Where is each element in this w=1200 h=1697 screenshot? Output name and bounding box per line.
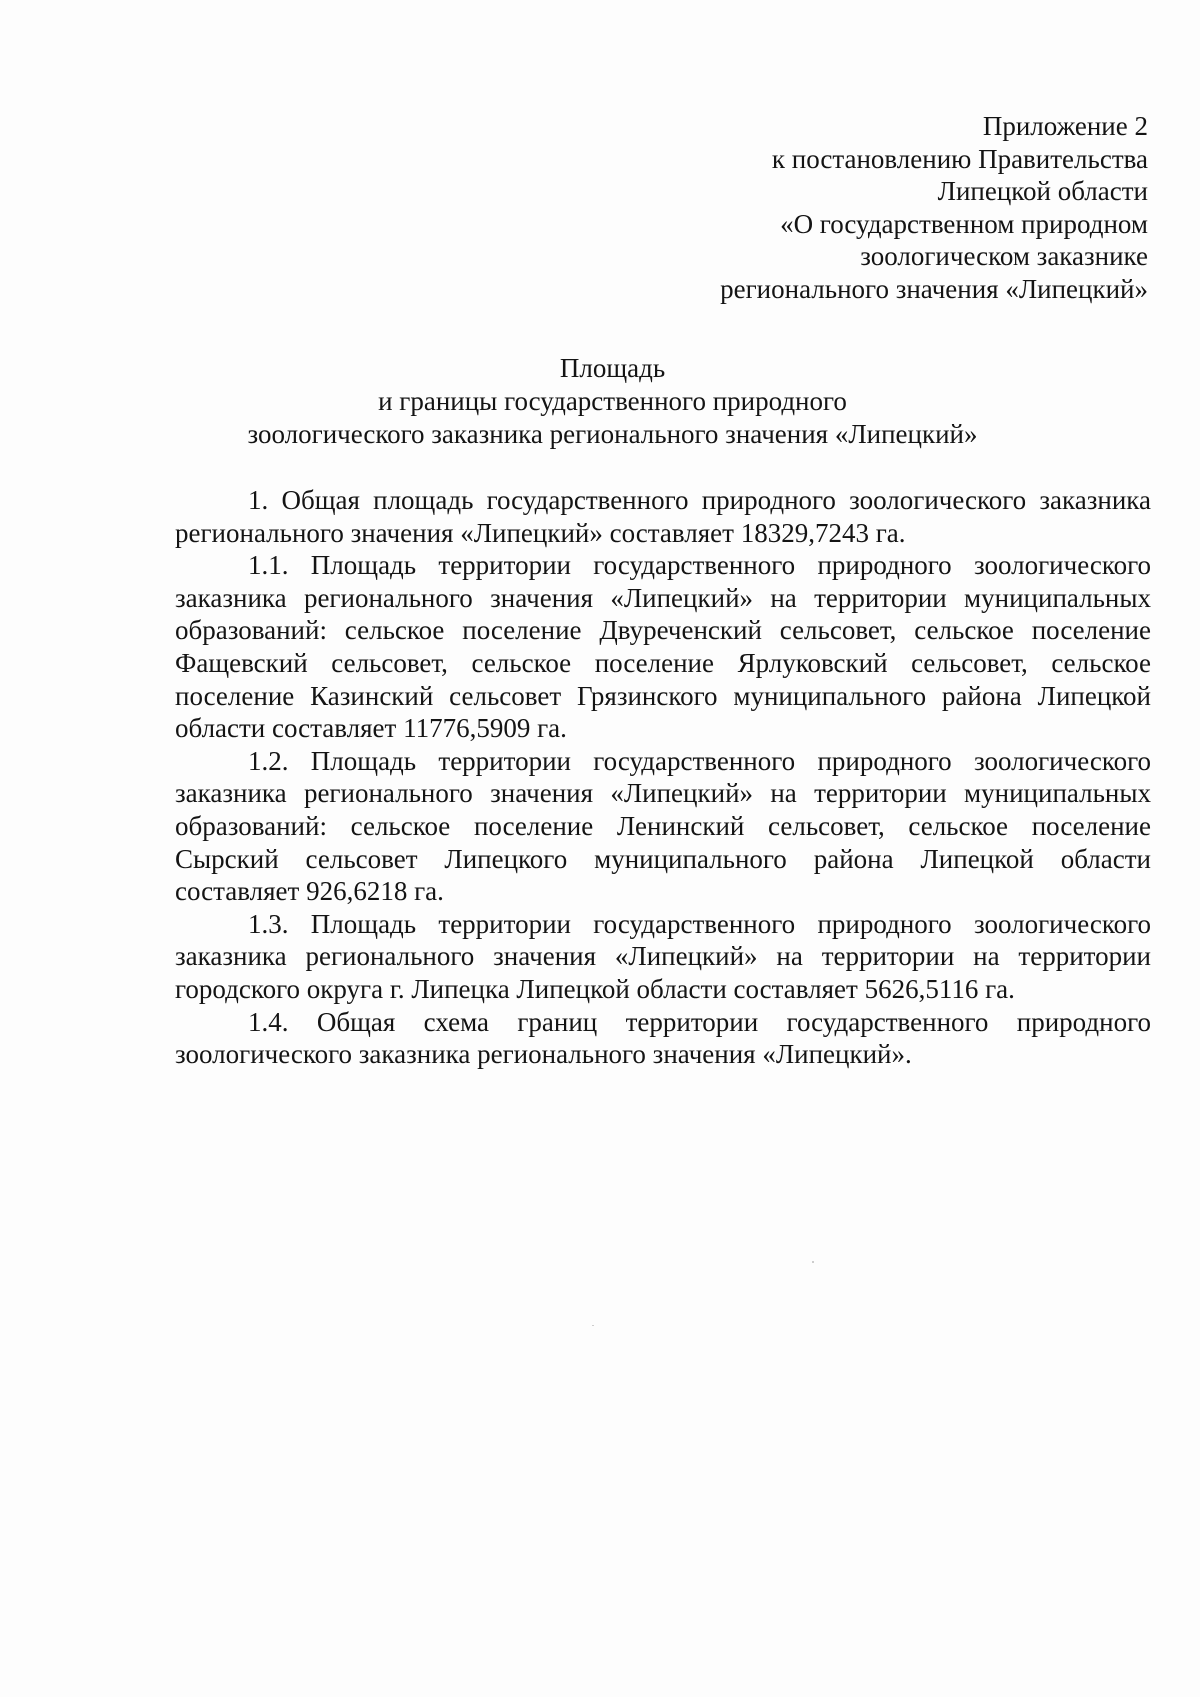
paragraph-1: 1. Общая площадь государственного природного зоологического заказника регионального значения «Липецкий» составляет 18329,7243 га. <box>175 485 1151 548</box>
paragraph-1-2: 1.2. Площадь территории государственного природного зоологического заказника регионального значения «Липецкий» на территории муниципальных образований: сельское поселение Ленинский сельсовет, сельское поселение Сырский сельсовет Липецкого муниципального района Липецкой области составляет 926,6218 га. <box>175 745 1151 907</box>
document-body <box>175 484 1151 1071</box>
appendix-line: Приложение 2 <box>982 111 1148 141</box>
appendix-header <box>720 110 1148 305</box>
appendix-line: к постановлению Правительства <box>771 143 1148 174</box>
document-title <box>175 352 1050 451</box>
paragraph-1-1: 1.1. Площадь территории государственного природного зоологического заказника регионального значения «Липецкий» на территории муниципальных образований: сельское поселение Двуреченский сельсовет, сельское поселение Фащевский сельсовет, сельское поселение Ярлуковский сельсовет, сельское поселение Казинский сельсовет Грязинского муниципального района Липецкой области составляет 11776,5909 га. <box>175 550 1151 744</box>
title-line: зоологического заказника регионального значения «Липецкий» <box>247 419 978 449</box>
title-line: и границы государственного природного <box>378 386 847 416</box>
appendix-line: Липецкой области <box>937 176 1148 206</box>
appendix-line: «О государственном природном <box>780 208 1148 239</box>
appendix-line: зоологическом заказнике <box>860 241 1148 271</box>
appendix-line: регионального значения «Липецкий» <box>720 273 1148 304</box>
scan-speck <box>592 1325 594 1326</box>
paragraph-1-4: 1.4. Общая схема границ территории государственного природного зоологического заказника регионального значения «Липецкий». <box>175 1006 1151 1070</box>
scan-speck <box>812 1261 814 1263</box>
title-line: Площадь <box>559 353 666 383</box>
paragraph-1-3: 1.3. Площадь территории государственного природного зоологического заказника регионального значения «Липецкий» на территории на территории городского округа г. Липецка Липецкой области составляет 5626,5116 га. <box>175 908 1151 1004</box>
